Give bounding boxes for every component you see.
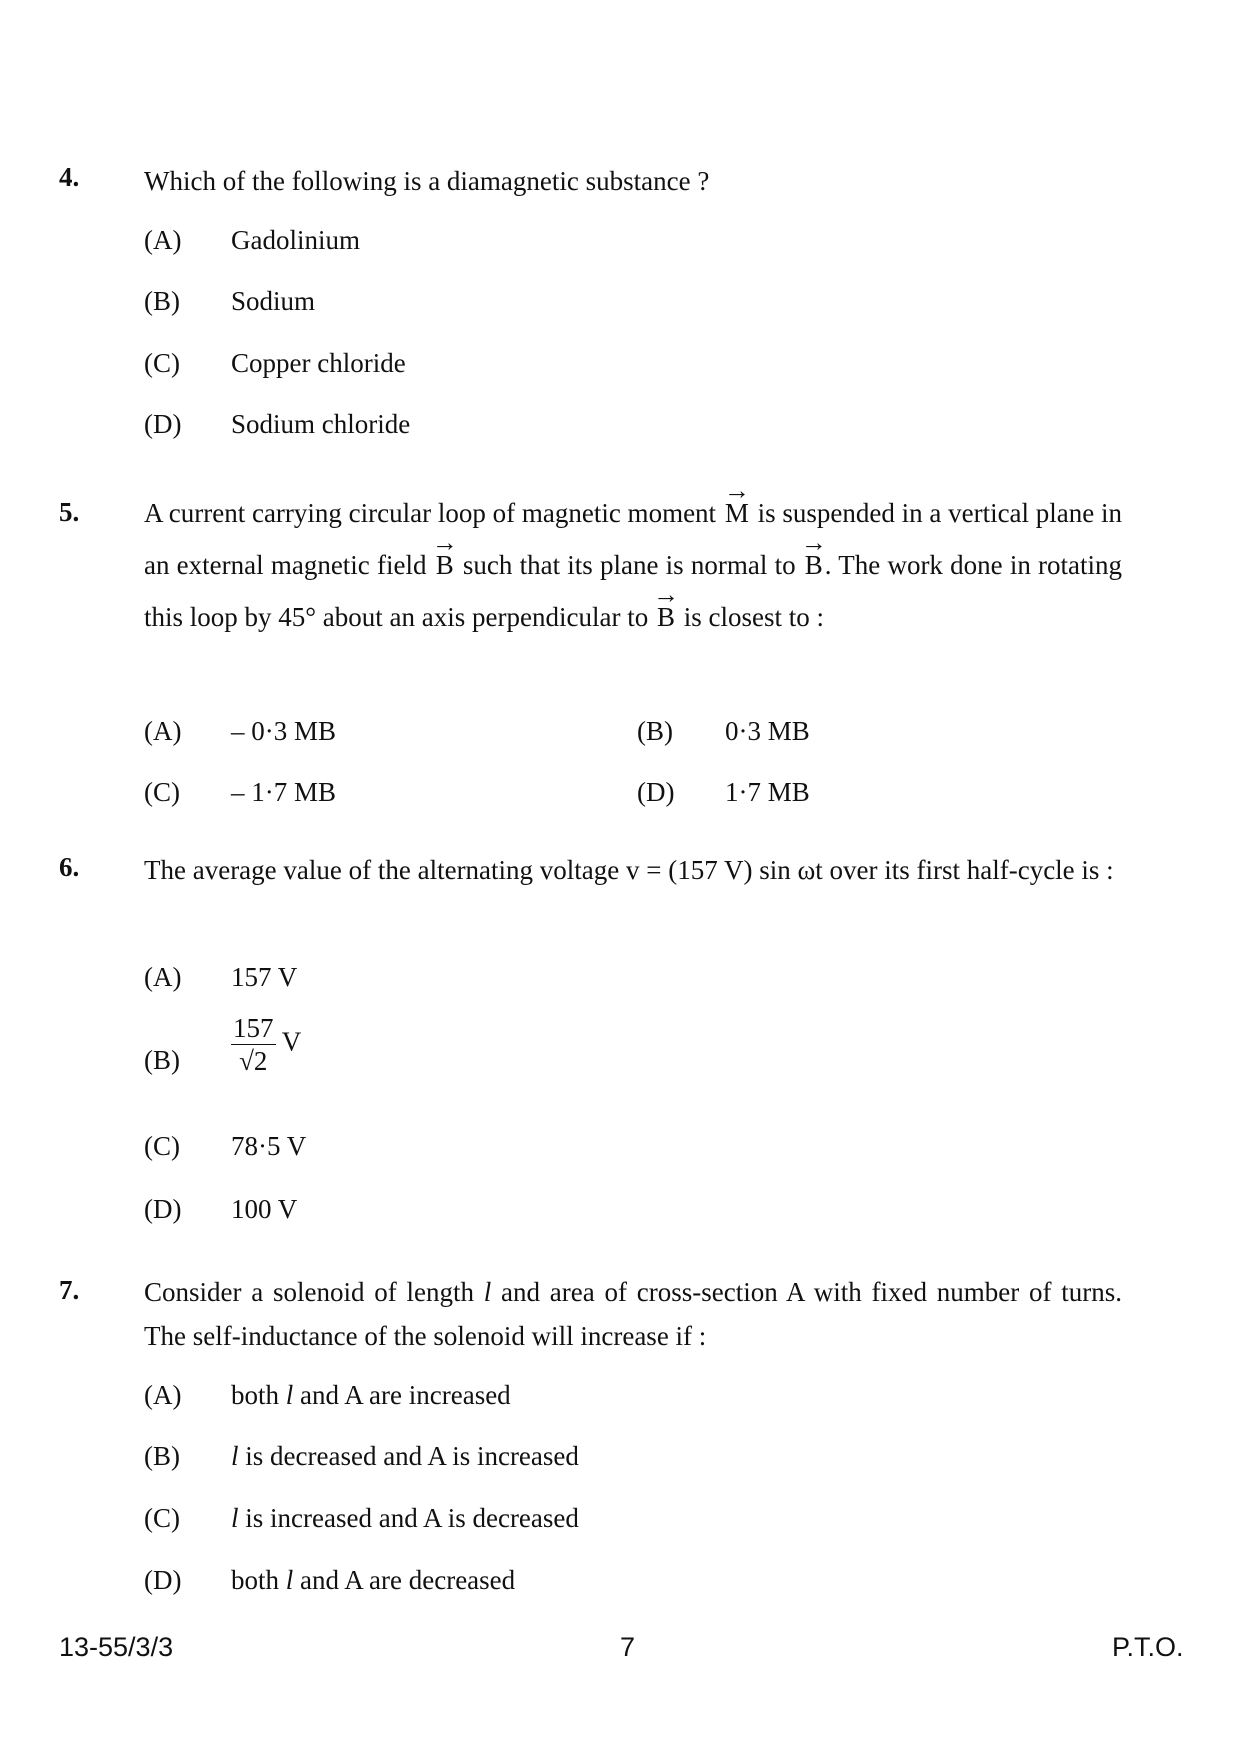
question-text: The average value of the alternating voltage v = (157 V) sin ωt over its first half-cycle is : <box>144 855 1114 885</box>
text: such that its plane is normal to <box>462 550 796 580</box>
numerator: 157 <box>233 1013 274 1043</box>
question-number: 5. <box>59 497 80 527</box>
option-a[interactable] <box>0 222 1241 258</box>
vector-b: → B <box>655 591 677 643</box>
option-label: (C) <box>144 348 180 378</box>
option-label: (A) <box>144 225 182 255</box>
option-b[interactable] <box>0 1438 1241 1474</box>
text: . The work done in rotating this loop by 45° about an axis perpendicular to <box>144 550 1123 632</box>
text: is increased and A is decreased <box>245 1503 579 1533</box>
option-d[interactable] <box>0 1191 1241 1227</box>
question-number: 7. <box>59 1275 80 1305</box>
vector-m: → M <box>723 487 751 539</box>
option-text: Gadolinium <box>231 225 360 255</box>
option-fraction <box>231 1012 301 1077</box>
text: is decreased and A is increased <box>245 1441 579 1471</box>
pto-label: P.T.O. <box>1112 1632 1184 1662</box>
option-text: 0·3 MB <box>725 716 810 746</box>
option-label: (B) <box>144 1045 180 1075</box>
variable-l: l <box>285 1380 294 1410</box>
text: both <box>231 1565 280 1595</box>
option-a[interactable] <box>0 959 1241 995</box>
paper-code: 13-55/3/3 <box>59 1632 174 1662</box>
option-label: (B) <box>637 716 673 746</box>
option-label: (A) <box>144 1380 182 1410</box>
option-label: (A) <box>144 962 182 992</box>
text: Consider a solenoid of length <box>144 1277 474 1307</box>
text: and area of cross-section A with fixed number of turns. The self-inductance of the solenoid will increase if : <box>144 1277 1123 1351</box>
vector-b: → B <box>434 539 456 591</box>
denominator: √2 <box>239 1046 268 1076</box>
unit: V <box>281 1026 302 1057</box>
option-b[interactable] <box>0 283 1241 319</box>
option-text <box>231 1438 579 1474</box>
option-text: – 1·7 MB <box>231 777 337 807</box>
option-text <box>231 1562 515 1598</box>
text: both <box>231 1380 280 1410</box>
option-label: (D) <box>144 1194 182 1224</box>
text: and A are increased <box>300 1380 511 1410</box>
option-d[interactable] <box>0 1562 1241 1598</box>
variable-l: l <box>231 1441 239 1471</box>
variable-l: l <box>285 1565 294 1595</box>
option-b[interactable] <box>0 713 1000 749</box>
question-number: 4. <box>59 162 80 192</box>
question-text: Which of the following is a diamagnetic substance ? <box>144 166 710 196</box>
option-text <box>231 1377 511 1413</box>
option-text: Copper chloride <box>231 348 406 378</box>
option-text: 78·5 V <box>231 1131 307 1161</box>
option-a[interactable] <box>0 1377 1241 1413</box>
option-text: – 0·3 MB <box>231 716 337 746</box>
text: A current carrying circular loop of magnetic moment <box>144 498 717 528</box>
option-text: 157 V <box>231 962 298 992</box>
question-text <box>144 487 1122 643</box>
option-label: (A) <box>144 716 182 746</box>
option-d[interactable] <box>0 406 1241 442</box>
option-label: (D) <box>144 409 182 439</box>
option-label: (D) <box>637 777 675 807</box>
option-c[interactable] <box>0 1500 1241 1536</box>
question-text <box>144 1270 1122 1358</box>
option-label: (C) <box>144 1131 180 1161</box>
option-label: (C) <box>144 777 180 807</box>
option-text: Sodium chloride <box>231 409 411 439</box>
variable-l: l <box>231 1503 239 1533</box>
question-number: 6. <box>59 852 80 882</box>
option-label: (D) <box>144 1565 182 1595</box>
option-c[interactable] <box>0 1128 1241 1164</box>
text: and A are decreased <box>300 1565 516 1595</box>
option-text: Sodium <box>231 286 316 316</box>
option-label: (B) <box>144 286 180 316</box>
option-b[interactable] <box>0 1013 1241 1078</box>
page-number: 7 <box>620 1632 636 1662</box>
text: is suspended in a vertical plane in an external magnetic field <box>144 498 1123 580</box>
vector-b: → B <box>803 539 825 591</box>
variable-l: l <box>483 1277 492 1307</box>
option-d[interactable] <box>0 774 1000 810</box>
option-text <box>231 1500 579 1536</box>
text: is closest to : <box>683 602 824 632</box>
option-c[interactable] <box>0 345 1241 381</box>
option-label: (C) <box>144 1503 180 1533</box>
option-text: 1·7 MB <box>725 777 810 807</box>
option-label: (B) <box>144 1441 180 1471</box>
option-text: 100 V <box>231 1194 298 1224</box>
